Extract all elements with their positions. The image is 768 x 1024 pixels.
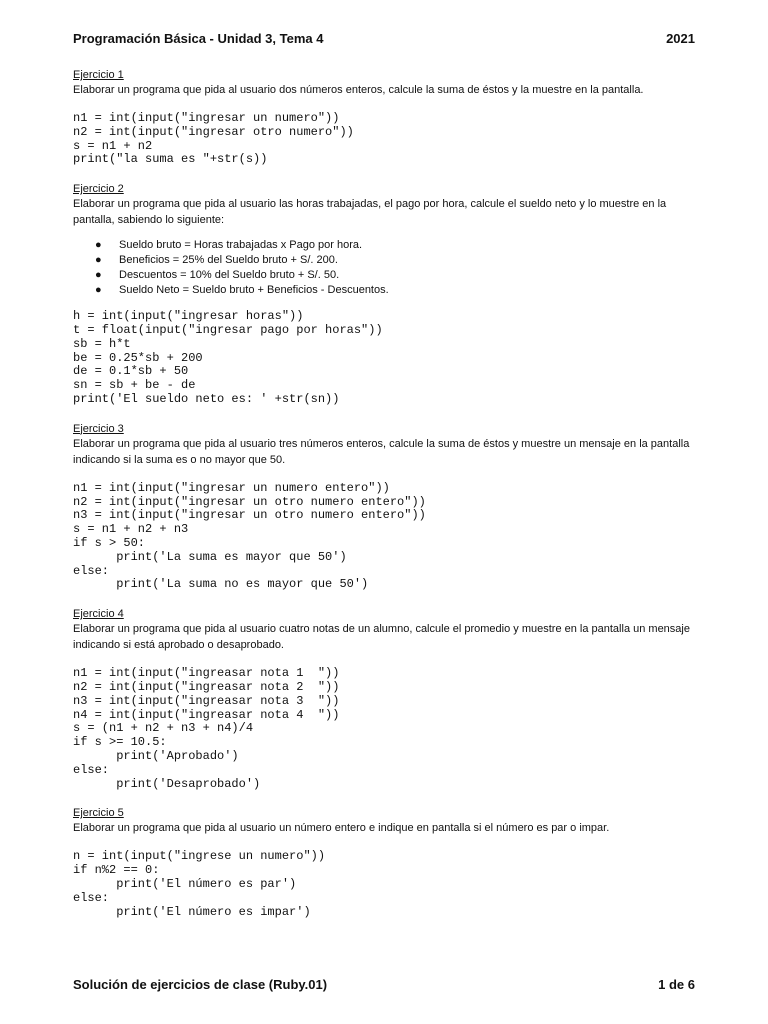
list-item bbox=[95, 238, 695, 253]
header-year: 2021 bbox=[666, 31, 695, 46]
list-item-text: Sueldo bruto = Horas trabajadas x Pago por hora. bbox=[119, 239, 363, 252]
exercise-statement: Elaborar un programa que pida al usuario un número entero e indique en pantalla si el número es par o impar. bbox=[73, 822, 610, 835]
exercise-title: Ejercicio 4 bbox=[73, 608, 124, 621]
footer-title: Solución de ejercicios de clase (Ruby.01) bbox=[73, 977, 328, 992]
exercise-title: Ejercicio 3 bbox=[73, 422, 124, 435]
exercise-statement: Elaborar un programa que pida al usuario las horas trabajadas, el pago por hora, calcule el sueldo neto y lo muestre en la pantalla, sabiendo lo siguiente: bbox=[73, 198, 667, 227]
exercise-4 bbox=[73, 607, 695, 791]
list-item-text: Beneficios = 25% del Sueldo bruto + S/. 200. bbox=[119, 254, 338, 267]
bullet-icon: ● bbox=[95, 239, 102, 252]
page-footer bbox=[73, 977, 695, 992]
exercise-statement: Elaborar un programa que pida al usuario dos números enteros, calcule la suma de éstos y la muestre en la pantalla. bbox=[73, 84, 644, 96]
exercise-title: Ejercicio 5 bbox=[73, 807, 124, 820]
code-block: n1 = int(input("ingresar un numero entero")) n2 = int(input("ingresar un otro numero entero")) n3 = int(input("ingresar un otro numero entero")) s = n1 + n2 + n3 if s > 50: print('La suma es mayor que 50') else: print('La suma no es mayor que 50') bbox=[73, 480, 426, 592]
list-item bbox=[95, 283, 695, 298]
code-block: n1 = int(input("ingresar un numero")) n2 = int(input("ingresar otro numero")) s = n1 + n2 print("la suma es "+str(s)) bbox=[73, 111, 354, 167]
list-item-text: Descuentos = 10% del Sueldo bruto + S/. 50. bbox=[119, 269, 340, 282]
list-item bbox=[95, 253, 695, 268]
page-content bbox=[73, 68, 695, 919]
exercise-1 bbox=[73, 68, 695, 167]
bullet-icon: ● bbox=[95, 254, 102, 267]
bullet-icon: ● bbox=[95, 269, 102, 282]
page-header bbox=[73, 31, 695, 46]
page-number: 1 de 6 bbox=[658, 977, 695, 992]
exercise-3 bbox=[73, 422, 695, 592]
bullet-icon: ● bbox=[95, 284, 102, 297]
code-block: n = int(input("ingrese un numero")) if n%2 == 0: print('El número es par') else: print('El número es impar') bbox=[73, 849, 326, 919]
bullet-list bbox=[73, 238, 695, 298]
exercise-statement: Elaborar un programa que pida al usuario tres números enteros, calcule la suma de éstos y muestre un mensaje en la pantalla indicando si la suma es o no mayor que 50. bbox=[73, 437, 690, 466]
exercise-title: Ejercicio 2 bbox=[73, 183, 124, 196]
exercise-2 bbox=[73, 182, 695, 407]
header-title: Programación Básica - Unidad 3, Tema 4 bbox=[73, 31, 324, 46]
code-block: n1 = int(input("ingreasar nota 1 ")) n2 = int(input("ingreasar nota 2 ")) n3 = int(input("ingreasar nota 3 ")) n4 = int(input("ingreasar nota 4 ")) s = (n1 + n2 + n3 + n4)/4 if s >= 10.5: print('Aprobado') else: print('Desaprobado') bbox=[73, 666, 340, 791]
list-item-text: Sueldo Neto = Sueldo bruto + Beneficios - Descuentos. bbox=[119, 284, 389, 297]
list-item bbox=[95, 268, 695, 283]
code-block: h = int(input("ingresar horas")) t = float(input("ingresar pago por horas")) sb = h*t be = 0.25*sb + 200 de = 0.1*sb + 50 sn = sb + be - de print('El sueldo neto es: ' +str(sn)) bbox=[73, 309, 383, 406]
exercise-title: Ejercicio 1 bbox=[73, 69, 124, 81]
exercise-statement: Elaborar un programa que pida al usuario cuatro notas de un alumno, calcule el promedio y muestre en la pantalla un mensaje indicando si está aprobado o desaprobado. bbox=[73, 623, 690, 652]
exercise-5 bbox=[73, 806, 695, 919]
